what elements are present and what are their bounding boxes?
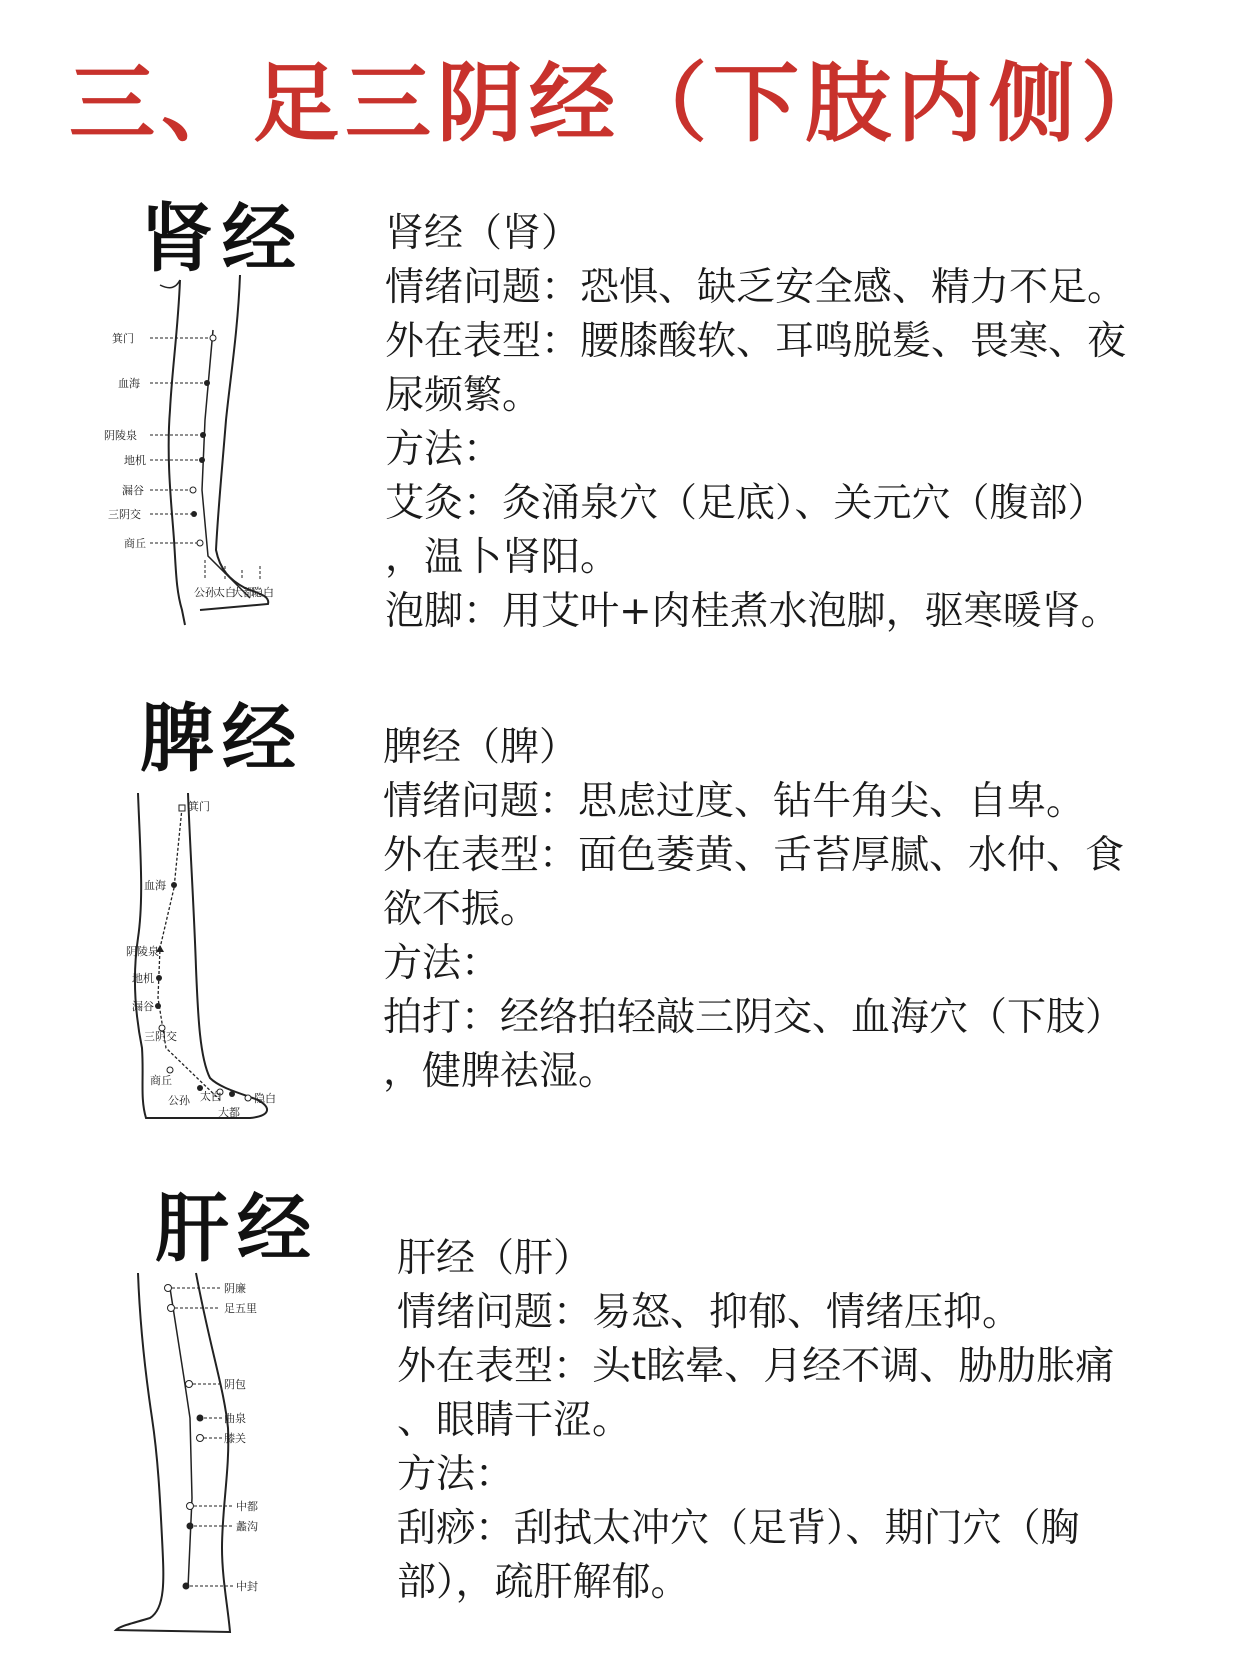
acupoint-label: 蠡沟 [236, 1520, 258, 1533]
acupoint-mark [229, 1091, 235, 1097]
leg-outline [116, 1273, 230, 1632]
text-line: 拍打：经络拍轻敲三阴交、血海穴（下肢） [383, 995, 1125, 1040]
acupoint-label: 中都 [236, 1500, 258, 1513]
text-line: ，健脾祛湿。 [383, 1049, 618, 1094]
liver-leg-diagram [110, 1268, 310, 1638]
text-line: 欲不振。 [383, 887, 540, 932]
acupoint-label: 阴廉 [224, 1282, 246, 1295]
spleen-meridian-section [0, 680, 1242, 1140]
acupoint-mark [183, 1583, 190, 1590]
text-line: 、眼睛干涩。 [397, 1398, 632, 1443]
meridian-line [158, 808, 220, 1100]
acupoint-marks [190, 335, 216, 546]
acupoint-label: 大都 [232, 586, 254, 599]
acupoint-mark [186, 1381, 193, 1388]
acupoint-label: 商丘 [150, 1074, 172, 1087]
text-line: 泡脚：用艾叶+肉桂煮水泡脚，驱寒暖肾。 [385, 589, 1120, 634]
acupoint-label: 太白 [214, 586, 236, 599]
leg-outline [200, 275, 268, 610]
text-line: 方法： [385, 427, 503, 472]
text-line: 外在表型：头t眩晕、月经不调、胁肋胀痛 [397, 1344, 1115, 1389]
text-line: 外在表型：腰膝酸软、耳鸣脱髪、畏寒、夜 [385, 319, 1127, 364]
acupoint-mark [187, 1503, 194, 1510]
section-heading: 脾经 [140, 696, 304, 782]
acupoint-label: 太白 [200, 1090, 222, 1103]
liver-meridian-section [0, 1180, 1242, 1656]
acupoint-mark [199, 457, 205, 463]
leg-outline [160, 280, 180, 288]
acupoint-label: 隐白 [254, 1092, 276, 1105]
acupoint-label: 中封 [236, 1580, 258, 1593]
kidney-meridian-section [0, 180, 1242, 650]
kidney-leg-diagram [104, 270, 300, 640]
acupoint-mark [245, 1095, 251, 1101]
section-heading: 肾经 [140, 196, 304, 282]
acupoint-mark [179, 805, 185, 811]
acupoint-label: 大都 [218, 1106, 240, 1119]
acupoint-label: 商丘 [124, 537, 146, 550]
page-title: 三、足三阴经（下肢内侧） [69, 53, 1173, 154]
acupoint-label: 公孙 [194, 586, 216, 599]
acupoint-mark [155, 1003, 161, 1009]
section-body [383, 721, 1228, 1099]
acupoint-label: 漏谷 [132, 1000, 154, 1013]
acupoint-mark [197, 1415, 204, 1422]
text-line: 尿频繁。 [385, 373, 542, 418]
acupoint-label: 隐白 [252, 586, 274, 599]
text-line: 肾经（肾） [385, 211, 581, 256]
acupoint-label: 足五里 [224, 1302, 257, 1315]
acupoint-label: 血海 [118, 377, 140, 390]
acupoint-label: 阴陵泉 [126, 945, 159, 958]
text-line: 情绪问题：易怒、抑郁、情绪压抑。 [397, 1290, 1022, 1335]
acupoint-mark [200, 432, 206, 438]
acupoint-mark [210, 335, 216, 341]
acupoint-marks [165, 1285, 204, 1590]
acupoint-mark [191, 511, 197, 517]
section-body [397, 1232, 1227, 1610]
acupoint-label: 阴包 [224, 1378, 246, 1391]
meridian-line [170, 1288, 192, 1588]
acupoint-mark [197, 1435, 204, 1442]
acupoint-label: 三阴交 [108, 508, 141, 521]
text-line: 刮痧：刮拭太冲穴（足背）、期门穴（胸 [397, 1506, 1080, 1551]
acupoint-label: 地机 [124, 454, 146, 467]
acupoint-label: 漏谷 [122, 484, 144, 497]
text-line: 情绪问题：思虑过度、钻牛角尖、自卑。 [383, 779, 1086, 824]
text-line: 方法： [383, 941, 501, 986]
acupoint-mark [167, 1067, 173, 1073]
acupoint-label: 地机 [132, 972, 154, 985]
acupoint-mark [204, 380, 210, 386]
spleen-leg-diagram [126, 788, 290, 1130]
section-heading: 肝经 [155, 1186, 319, 1272]
text-line: 脾经（脾） [383, 725, 579, 770]
acupoint-mark [156, 975, 162, 981]
acupoint-mark [197, 540, 203, 546]
acupoint-label: 膝关 [224, 1432, 246, 1445]
acupoint-mark [171, 882, 177, 888]
acupoint-label: 血海 [144, 879, 166, 892]
text-line: 方法： [397, 1452, 515, 1497]
acupoint-mark [165, 1285, 172, 1292]
acupoint-label: 阴陵泉 [104, 429, 137, 442]
text-line: ，温卜肾阳。 [385, 535, 620, 580]
text-line: 艾灸：灸涌泉穴（足底）、关元穴（腹部） [385, 481, 1107, 526]
acupoint-label: 曲泉 [224, 1412, 246, 1425]
acupoint-mark [190, 487, 196, 493]
acupoint-mark [168, 1305, 175, 1312]
acupoint-mark [187, 1523, 194, 1530]
text-line: 外在表型：面色萎黄、舌苔厚腻、水仲、食 [383, 833, 1125, 878]
section-body [385, 207, 1230, 639]
text-line: 肝经（肝） [397, 1236, 593, 1281]
meridian-line [202, 330, 250, 598]
acupoint-label: 箕门 [188, 800, 210, 813]
text-line: 情绪问题：恐惧、缺乏安全感、精力不足。 [385, 265, 1127, 310]
leg-outline [169, 280, 185, 625]
text-line: 部），疏肝解郁。 [397, 1560, 690, 1605]
acupoint-label: 箕门 [112, 332, 134, 345]
acupoint-label: 公孙 [168, 1094, 190, 1107]
acupoint-label: 三阴交 [144, 1030, 177, 1043]
